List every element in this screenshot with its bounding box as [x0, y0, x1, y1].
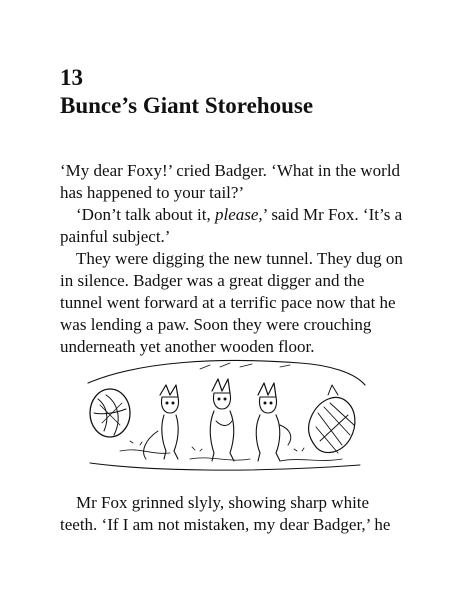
text-line: ‘My dear Foxy!’ cried Badger. ‘What in the world — [60, 161, 401, 180]
chapter-title: Bunce’s Giant Storehouse — [60, 93, 314, 118]
paragraph-4 — [60, 492, 420, 536]
emphasis-text: please, — [214, 205, 263, 224]
text-line: painful subject.’ — [60, 227, 171, 246]
text-line: ‘Don’t talk about it, please,’ said Mr Fox. ‘It’s a — [76, 205, 403, 224]
text-line: Mr Fox grinned slyly, showing sharp white — [76, 493, 370, 512]
paragraph-1 — [60, 160, 420, 204]
text-line: tunnel went forward at a terrific pace now that he — [60, 293, 396, 312]
text-line: has happened to your tail?’ — [60, 183, 245, 202]
chapter-number: 13 — [60, 65, 83, 90]
paragraph-2 — [60, 204, 420, 248]
text-line: in silence. Badger was a great digger and the — [60, 271, 365, 290]
fox-family-digging-sketch-icon — [80, 355, 370, 475]
text-line: underneath yet another wooden floor. — [60, 337, 315, 356]
paragraph-3 — [60, 248, 420, 358]
text-line: teeth. ‘If I am not mistaken, my dear Badger,’ he — [60, 515, 391, 534]
text-line: They were digging the new tunnel. They dug on — [76, 249, 403, 268]
text-line: was lending a paw. Soon they were crouching — [60, 315, 372, 334]
